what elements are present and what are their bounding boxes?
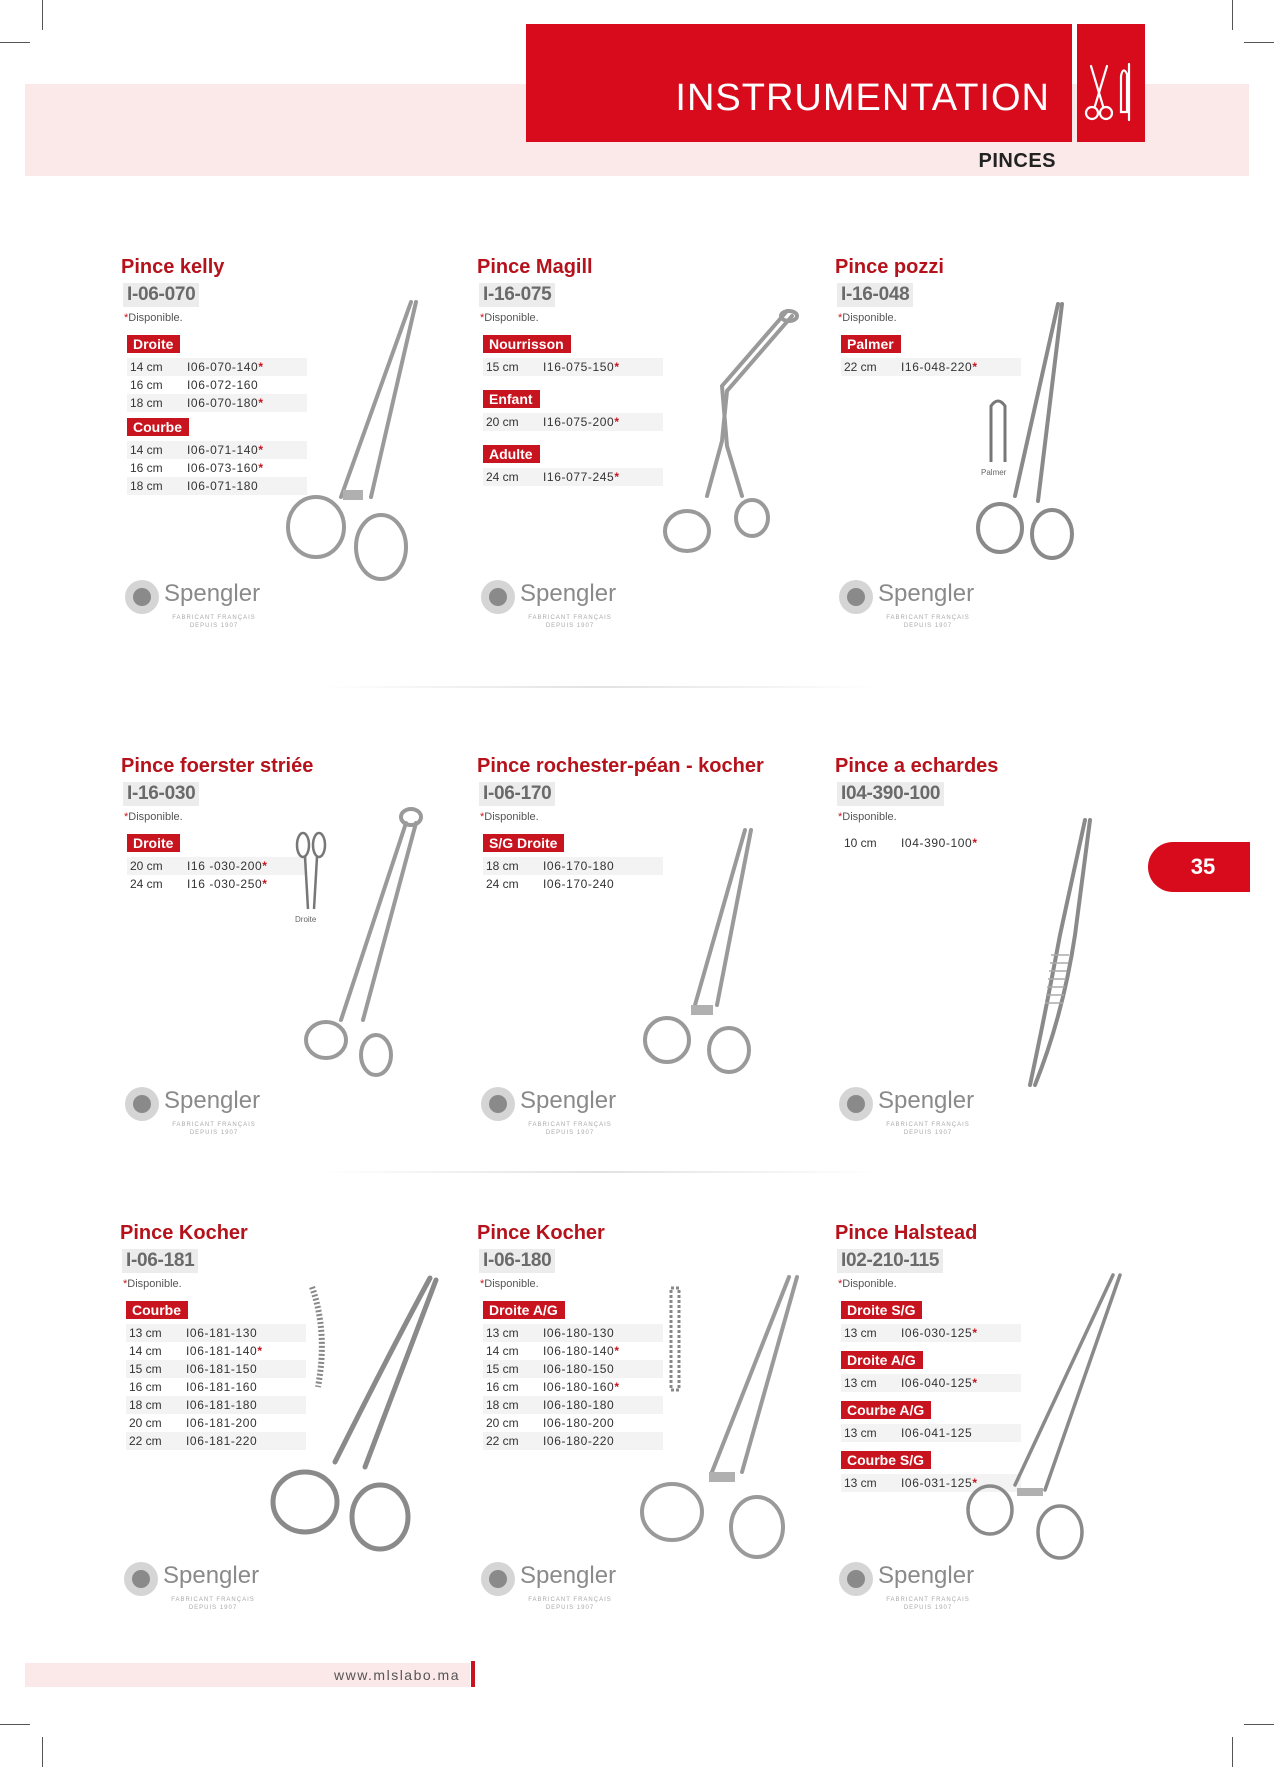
product-card-pince-magill <box>477 256 817 656</box>
forceps-image <box>960 296 1090 596</box>
product-card-pince-echardes <box>835 755 1175 1155</box>
table-row: 14 cm I06-180-140* <box>483 1342 663 1360</box>
table-row: 14 cm I06-181-140* <box>126 1342 306 1360</box>
variant-label: Courbe A/G <box>841 1401 931 1419</box>
table-row: 20 cm I06-181-200 <box>126 1414 306 1432</box>
footer-band <box>25 1663 470 1687</box>
variant-label: Adulte <box>483 445 540 463</box>
separator <box>320 686 880 688</box>
table-row: 22 cm I06-181-220 <box>126 1432 306 1450</box>
section-subtitle: PINCES <box>978 150 1056 172</box>
product-title: Pince Kocher <box>477 1222 605 1244</box>
product-title: Pince Magill <box>477 256 593 278</box>
table-row: 22 cm I16-048-220* <box>841 358 1021 376</box>
forceps-image <box>945 1270 1145 1580</box>
product-card-pince-pozzi <box>835 256 1175 656</box>
crop-mark <box>1244 42 1274 43</box>
table-row: 20 cm I16 -030-200* <box>127 857 307 875</box>
heart-icon <box>481 1562 515 1596</box>
available-note: *Disponible. <box>123 1278 182 1290</box>
heart-icon <box>839 1087 873 1121</box>
product-title: Pince Kocher <box>120 1222 248 1244</box>
available-note: *Disponible. <box>124 811 183 823</box>
table-row: 18 cm I06-070-180* <box>127 394 307 412</box>
variant-label: Nourrisson <box>483 335 571 353</box>
variant-label: Enfant <box>483 390 540 408</box>
table-row: 15 cm I06-181-150 <box>126 1360 306 1378</box>
heart-icon <box>481 1087 515 1121</box>
product-title: Pince foerster striée <box>121 755 314 777</box>
product-card-pince-kocher-courbe <box>120 1222 460 1622</box>
available-note: *Disponible. <box>124 312 183 324</box>
table-row: 16 cm I06-072-160 <box>127 376 307 394</box>
spengler-logo: Spengler FABRICANT FRANÇAIS DEPUIS 1907 <box>125 1085 265 1141</box>
variant-label: Droite <box>127 335 180 353</box>
header-title-box <box>526 24 1072 142</box>
product-card-pince-kelly <box>121 256 461 656</box>
separator <box>320 1171 880 1173</box>
spengler-logo: Spengler FABRICANT FRANÇAIS DEPUIS 1907 <box>125 578 265 634</box>
page-title: INSTRUMENTATION <box>675 77 1050 119</box>
crop-mark <box>1232 0 1233 30</box>
spengler-logo: Spengler FABRICANT FRANÇAIS DEPUIS 1907 <box>481 1085 621 1141</box>
forceps-image <box>240 1272 460 1572</box>
product-card-pince-kocher-droite <box>477 1222 817 1622</box>
table-row: 20 cm I16-075-200* <box>483 413 663 431</box>
table-row: 18 cm I06-180-180 <box>483 1396 663 1414</box>
product-ref: I-06-180 <box>479 1249 555 1273</box>
variant-label: Palmer <box>841 335 901 353</box>
crop-mark <box>42 0 43 30</box>
table-row: 10 cm I04-390-100* <box>841 834 1021 852</box>
table-row: 24 cm I16 -030-250* <box>127 875 307 893</box>
tip-detail-label: Palmer <box>981 468 1007 477</box>
available-note: *Disponible. <box>838 312 897 324</box>
table-row: 24 cm I16-077-245* <box>483 468 663 486</box>
heart-icon <box>125 1087 159 1121</box>
heart-icon <box>839 580 873 614</box>
product-ref: I-06-181 <box>122 1249 198 1273</box>
footer-url[interactable]: www.mlslabo.ma <box>333 1667 460 1683</box>
table-row: 16 cm I06-181-160 <box>126 1378 306 1396</box>
spengler-logo: Spengler FABRICANT FRANÇAIS DEPUIS 1907 <box>839 578 979 634</box>
table-row: 18 cm I06-071-180 <box>127 477 307 495</box>
product-ref: I04-390-100 <box>837 782 944 806</box>
crop-mark <box>1232 1737 1233 1767</box>
product-ref: I-16-030 <box>123 782 199 806</box>
product-card-pince-rochester <box>477 755 817 1155</box>
instrument-icon <box>1077 24 1145 142</box>
variant-label: Droite <box>127 834 180 852</box>
footer-accent-bar <box>471 1661 475 1687</box>
variant-label: Courbe <box>126 1301 188 1319</box>
crop-mark <box>0 1724 30 1725</box>
variant-label: S/G Droite <box>483 834 564 852</box>
table-row: 13 cm I06-040-125* <box>841 1374 1021 1392</box>
size-table <box>841 834 1021 858</box>
product-title: Pince pozzi <box>835 256 944 278</box>
table-row: 20 cm I06-180-200 <box>483 1414 663 1432</box>
heart-icon <box>839 1562 873 1596</box>
product-ref: I-06-070 <box>123 283 199 307</box>
crop-mark <box>1244 1724 1274 1725</box>
tip-detail-label: Droite <box>295 915 317 924</box>
table-row: 18 cm I06-170-180 <box>483 857 663 875</box>
forceps-image <box>271 292 451 592</box>
crop-mark <box>0 42 30 43</box>
variant-label: Droite A/G <box>841 1351 923 1369</box>
product-title: Pince rochester-péan - kocher <box>477 755 764 777</box>
table-row: 14 cm I06-070-140* <box>127 358 307 376</box>
forceps-image <box>627 296 807 596</box>
table-row: 18 cm I06-181-180 <box>126 1396 306 1414</box>
variant-label: Droite A/G <box>483 1301 565 1319</box>
forceps-image <box>617 1272 817 1572</box>
product-card-pince-foerster <box>121 755 461 1155</box>
forceps-image <box>271 805 441 1095</box>
product-ref: I-16-075 <box>479 283 555 307</box>
product-title: Pince Halstead <box>835 1222 978 1244</box>
heart-icon <box>125 580 159 614</box>
table-row: 13 cm I06-031-125* <box>841 1474 1021 1492</box>
product-title: Pince kelly <box>121 256 225 278</box>
product-ref: I-16-048 <box>837 283 913 307</box>
table-row: 14 cm I06-071-140* <box>127 441 307 459</box>
spengler-logo: Spengler FABRICANT FRANÇAIS DEPUIS 1907 <box>839 1560 979 1616</box>
available-note: *Disponible. <box>480 811 539 823</box>
table-row: 15 cm I06-180-150 <box>483 1360 663 1378</box>
product-ref: I02-210-115 <box>837 1249 943 1273</box>
product-title: Pince a echardes <box>835 755 999 777</box>
page-number: 35 <box>1148 842 1250 892</box>
table-row: 24 cm I06-170-240 <box>483 875 663 893</box>
heart-icon <box>124 1562 158 1596</box>
table-row: 13 cm I06-041-125 <box>841 1424 1021 1442</box>
table-row: 16 cm I06-073-160* <box>127 459 307 477</box>
spengler-logo: Spengler FABRICANT FRANÇAIS DEPUIS 1907 <box>481 578 621 634</box>
available-note: *Disponible. <box>480 1278 539 1290</box>
heart-icon <box>481 580 515 614</box>
variant-label: Courbe <box>127 418 189 436</box>
variant-label: Droite S/G <box>841 1301 922 1319</box>
crop-mark <box>42 1737 43 1767</box>
spengler-logo: Spengler FABRICANT FRANÇAIS DEPUIS 1907 <box>481 1560 621 1616</box>
available-note: *Disponible. <box>838 1278 897 1290</box>
table-row: 22 cm I06-180-220 <box>483 1432 663 1450</box>
table-row: 13 cm I06-180-130 <box>483 1324 663 1342</box>
spengler-logo: Spengler FABRICANT FRANÇAIS DEPUIS 1907 <box>839 1085 979 1141</box>
variant-label: Courbe S/G <box>841 1451 931 1469</box>
spengler-logo: Spengler FABRICANT FRANÇAIS DEPUIS 1907 <box>124 1560 264 1616</box>
product-card-pince-halstead <box>835 1222 1175 1622</box>
tweezers-image <box>1005 815 1105 1095</box>
forceps-image <box>617 825 787 1095</box>
table-row: 16 cm I06-180-160* <box>483 1378 663 1396</box>
table-row: 13 cm I06-181-130 <box>126 1324 306 1342</box>
available-note: *Disponible. <box>838 811 897 823</box>
product-ref: I-06-170 <box>479 782 555 806</box>
available-note: *Disponible. <box>480 312 539 324</box>
table-row: 13 cm I06-030-125* <box>841 1324 1021 1342</box>
table-row: 15 cm I16-075-150* <box>483 358 663 376</box>
